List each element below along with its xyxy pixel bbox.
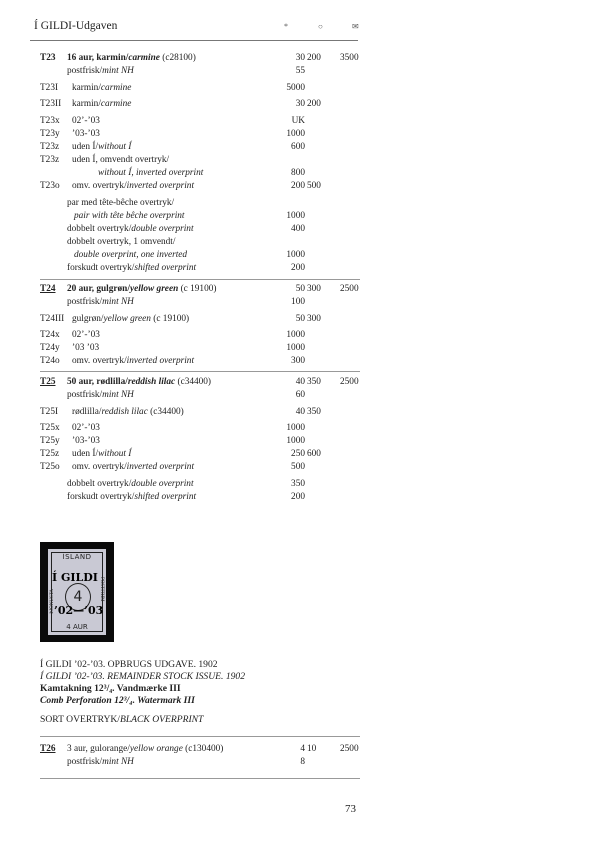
catalog-row <box>0 167 595 180</box>
price-used: 200 <box>307 53 321 63</box>
price-cover: 3500 <box>340 53 359 63</box>
row-desc-en: without Í <box>98 142 132 152</box>
catalog-number: T23I <box>40 83 59 93</box>
catalog-number: T23o <box>40 181 60 191</box>
row-desc: 02’-’03 <box>72 116 100 126</box>
catalog-row <box>0 461 595 474</box>
price-mint: 50 <box>295 314 305 324</box>
price-cover: 2500 <box>340 744 359 754</box>
catalog-row <box>0 743 595 756</box>
price-mint: 200 <box>291 181 305 191</box>
price-cover: 2500 <box>340 377 359 387</box>
section-divider <box>40 279 360 280</box>
row-desc-en: carmine <box>100 83 132 93</box>
print-count: (c 19100) <box>180 284 217 294</box>
price-mint: 1000 <box>286 343 305 353</box>
row-desc: 20 aur, gulgrøn/ <box>67 284 130 294</box>
cover-symbol-icon: ✉ <box>352 22 359 31</box>
price-mint: 5000 <box>286 83 305 93</box>
catalog-row <box>0 435 595 448</box>
price-used: 600 <box>307 449 321 459</box>
variety-row <box>0 491 595 504</box>
stamp-side-right-text: POSTFRIM <box>99 577 104 602</box>
row-desc: postfrisk/ <box>67 297 103 307</box>
stamp-side-left-text: ÞJÓNUSTA <box>50 589 55 614</box>
stamp-denomination-text: 4 AUR <box>66 623 88 631</box>
overprint-heading-en: BLACK OVERPRINT <box>119 714 204 725</box>
stamp-image <box>40 542 114 642</box>
variety-row <box>0 249 595 262</box>
catalog-row <box>0 448 595 461</box>
price-mint: 50 <box>295 284 305 294</box>
stamp-overprint-bottom: ’02—’03 <box>54 604 104 617</box>
section-divider <box>40 736 360 737</box>
row-desc: uden Í/ <box>72 449 99 459</box>
stamp-value-oval: 4 <box>65 583 91 611</box>
price-mint: 300 <box>291 356 305 366</box>
section-title-da: Í GILDI ’02-’03. OPBRUGS UDGAVE. 1902 <box>40 659 218 670</box>
variety-row <box>0 197 595 210</box>
row-desc-en: mint NH <box>102 297 134 307</box>
price-mint: 40 <box>295 407 305 417</box>
price-mint: 1000 <box>286 436 305 446</box>
row-desc-en: without Í, inverted overprint <box>98 168 204 178</box>
row-desc-en: double overprint <box>131 224 194 234</box>
variety-row <box>0 236 595 249</box>
row-desc: rødlilla/ <box>72 407 102 417</box>
row-desc: karmin/ <box>72 99 101 109</box>
row-desc: forskudt overtryk/ <box>67 263 135 273</box>
price-mint: 40 <box>295 377 305 387</box>
price-mint: 400 <box>291 224 305 234</box>
catalog-row <box>0 115 595 128</box>
row-desc: gulgrøn/ <box>72 314 104 324</box>
price-mint: 1000 <box>286 423 305 433</box>
catalog-row <box>0 406 595 419</box>
row-desc: uden Í, omvendt overtryk/ <box>72 155 170 165</box>
variety-row <box>0 262 595 275</box>
row-desc-en: shifted overprint <box>134 492 197 502</box>
row-desc-en: shifted overprint <box>134 263 197 273</box>
price-mint: 500 <box>291 462 305 472</box>
catalog-number: T25z <box>40 449 60 459</box>
header-rule <box>30 40 358 41</box>
row-desc: 02’-’03 <box>72 423 100 433</box>
row-desc-en: inverted overprint <box>126 181 195 191</box>
price-mint: UK <box>291 116 305 126</box>
catalog-number: T24o <box>40 356 60 366</box>
price-used: 300 <box>307 284 321 294</box>
catalog-row <box>0 283 595 296</box>
price-mint: 1000 <box>286 211 305 221</box>
bottom-rule <box>40 778 360 779</box>
stamp-overprint-top: Í GILDI <box>52 571 98 584</box>
variety-row <box>0 223 595 236</box>
catalog-row <box>0 82 595 95</box>
row-desc-en: mint NH <box>102 66 134 76</box>
catalog-number: T23 <box>40 53 56 63</box>
used-symbol-icon: ○ <box>318 22 323 31</box>
catalog-number: T25y <box>40 436 60 446</box>
row-desc: ’03-’03 <box>72 436 100 446</box>
row-desc-en: yellow green <box>103 314 151 324</box>
row-desc: ’03 ’03 <box>72 343 100 353</box>
row-desc: ’03-’03 <box>72 129 100 139</box>
row-desc-en: yellow green <box>129 284 179 294</box>
price-mint: 30 <box>295 99 305 109</box>
row-desc-en: carmine <box>128 53 160 63</box>
row-desc: omv. overtryk/ <box>72 356 127 366</box>
row-desc-en: yellow orange <box>129 744 183 754</box>
section-title-en: Í GILDI ’02-’03. REMAINDER STOCK ISSUE. 1902 <box>40 671 246 682</box>
catalog-row <box>0 128 595 141</box>
price-mint: 100 <box>291 297 305 307</box>
row-desc: 3 aur, gulorange/ <box>67 744 130 754</box>
price-mint: 200 <box>291 492 305 502</box>
catalog-number: T25 <box>40 377 56 387</box>
catalog-number: T23z <box>40 142 60 152</box>
price-mint: 60 <box>295 390 305 400</box>
row-desc: postfrisk/ <box>67 66 103 76</box>
row-desc: par med tête-bêche overtryk/ <box>67 198 175 208</box>
row-desc-en: reddish lilac <box>127 377 176 387</box>
row-desc-en: double overprint <box>131 479 194 489</box>
perforation-da: Kamtakning 12³/₄. Vandmærke III <box>40 683 181 694</box>
row-desc: postfrisk/ <box>67 757 103 767</box>
price-mint: 350 <box>291 479 305 489</box>
price-mint: 1000 <box>286 129 305 139</box>
section-divider <box>40 371 360 372</box>
row-desc: 16 aur, karmin/ <box>67 53 129 63</box>
catalog-row <box>0 65 595 78</box>
price-mint: 200 <box>291 263 305 273</box>
overprint-heading <box>40 714 203 726</box>
catalog-number: T24y <box>40 343 60 353</box>
catalog-number: T23y <box>40 129 60 139</box>
perforation-en: Comb Perforation 12³/₄. Watermark III <box>40 695 195 706</box>
row-desc-en: without Í <box>98 449 132 459</box>
price-mint: 800 <box>291 168 305 178</box>
row-desc: postfrisk/ <box>67 390 103 400</box>
row-desc: uden Í/ <box>72 142 99 152</box>
price-cover: 2500 <box>340 284 359 294</box>
catalog-row <box>0 52 595 65</box>
catalog-number: T26 <box>40 744 56 754</box>
variety-row <box>0 210 595 223</box>
overprint-heading-da: SORT OVERTRYK/ <box>40 714 120 725</box>
catalog-row <box>0 422 595 435</box>
row-desc: 50 aur, rødlilla/ <box>67 377 128 387</box>
row-desc: dobbelt overtryk, 1 omvendt/ <box>67 237 176 247</box>
row-desc-en: carmine <box>100 99 132 109</box>
catalog-number: T24x <box>40 330 60 340</box>
price-mint: 1000 <box>286 330 305 340</box>
catalog-row <box>0 296 595 309</box>
price-used: 350 <box>307 377 321 387</box>
catalog-number: T23x <box>40 116 60 126</box>
price-mint: 4 <box>300 744 305 754</box>
page-number: 73 <box>345 803 356 815</box>
row-desc-en: double overprint, one inverted <box>74 250 188 260</box>
catalog-row <box>0 355 595 368</box>
row-desc-en: mint NH <box>102 757 134 767</box>
row-desc-en: mint NH <box>102 390 134 400</box>
catalog-row <box>0 756 595 769</box>
price-mint: 55 <box>295 66 305 76</box>
catalog-number: T24III <box>40 314 65 324</box>
price-mint: 8 <box>300 757 305 767</box>
catalog-row <box>0 342 595 355</box>
price-mint: 30 <box>295 53 305 63</box>
print-count: (c130400) <box>185 744 224 754</box>
mint-symbol-icon: * <box>284 22 288 31</box>
row-desc-en: inverted overprint <box>126 462 195 472</box>
row-desc-en: pair with tête bêche overprint <box>74 211 185 221</box>
catalog-row <box>0 180 595 193</box>
variety-row <box>0 478 595 491</box>
price-mint: 1000 <box>286 250 305 260</box>
catalog-row <box>0 376 595 389</box>
price-used: 300 <box>307 314 321 324</box>
price-used: 500 <box>307 181 321 191</box>
catalog-number: T25o <box>40 462 60 472</box>
catalog-row <box>0 329 595 342</box>
price-mint: 250 <box>291 449 305 459</box>
catalog-row <box>0 141 595 154</box>
price-used: 200 <box>307 99 321 109</box>
row-desc: dobbelt overtryk/ <box>67 224 132 234</box>
print-count: (c 19100) <box>153 314 190 324</box>
row-desc: omv. overtryk/ <box>72 462 127 472</box>
row-desc: karmin/ <box>72 83 101 93</box>
stamp-country-text: ÍSLAND <box>62 553 92 561</box>
stamp-face <box>48 549 106 635</box>
catalog-row <box>0 98 595 111</box>
print-count: (c34400) <box>177 377 212 387</box>
catalog-number: T23z <box>40 155 60 165</box>
row-desc-en: reddish lilac <box>101 407 148 417</box>
catalog-number: T25x <box>40 423 60 433</box>
catalog-row <box>0 154 595 167</box>
catalog-number: T24 <box>40 284 56 294</box>
row-desc: dobbelt overtryk/ <box>67 479 132 489</box>
price-used: 10 <box>307 744 317 754</box>
print-count: (c34400) <box>150 407 184 417</box>
print-count: (c28100) <box>162 53 196 63</box>
price-used: 350 <box>307 407 321 417</box>
row-desc-en: inverted overprint <box>126 356 195 366</box>
row-desc: 02’-’03 <box>72 330 100 340</box>
running-header: Í GILDI-Udgaven <box>34 20 118 32</box>
catalog-number: T25I <box>40 407 59 417</box>
row-desc: omv. overtryk/ <box>72 181 127 191</box>
catalog-row <box>0 389 595 402</box>
price-mint: 600 <box>291 142 305 152</box>
catalog-number: T23II <box>40 99 62 109</box>
catalog-row <box>0 313 595 326</box>
row-desc: forskudt overtryk/ <box>67 492 135 502</box>
